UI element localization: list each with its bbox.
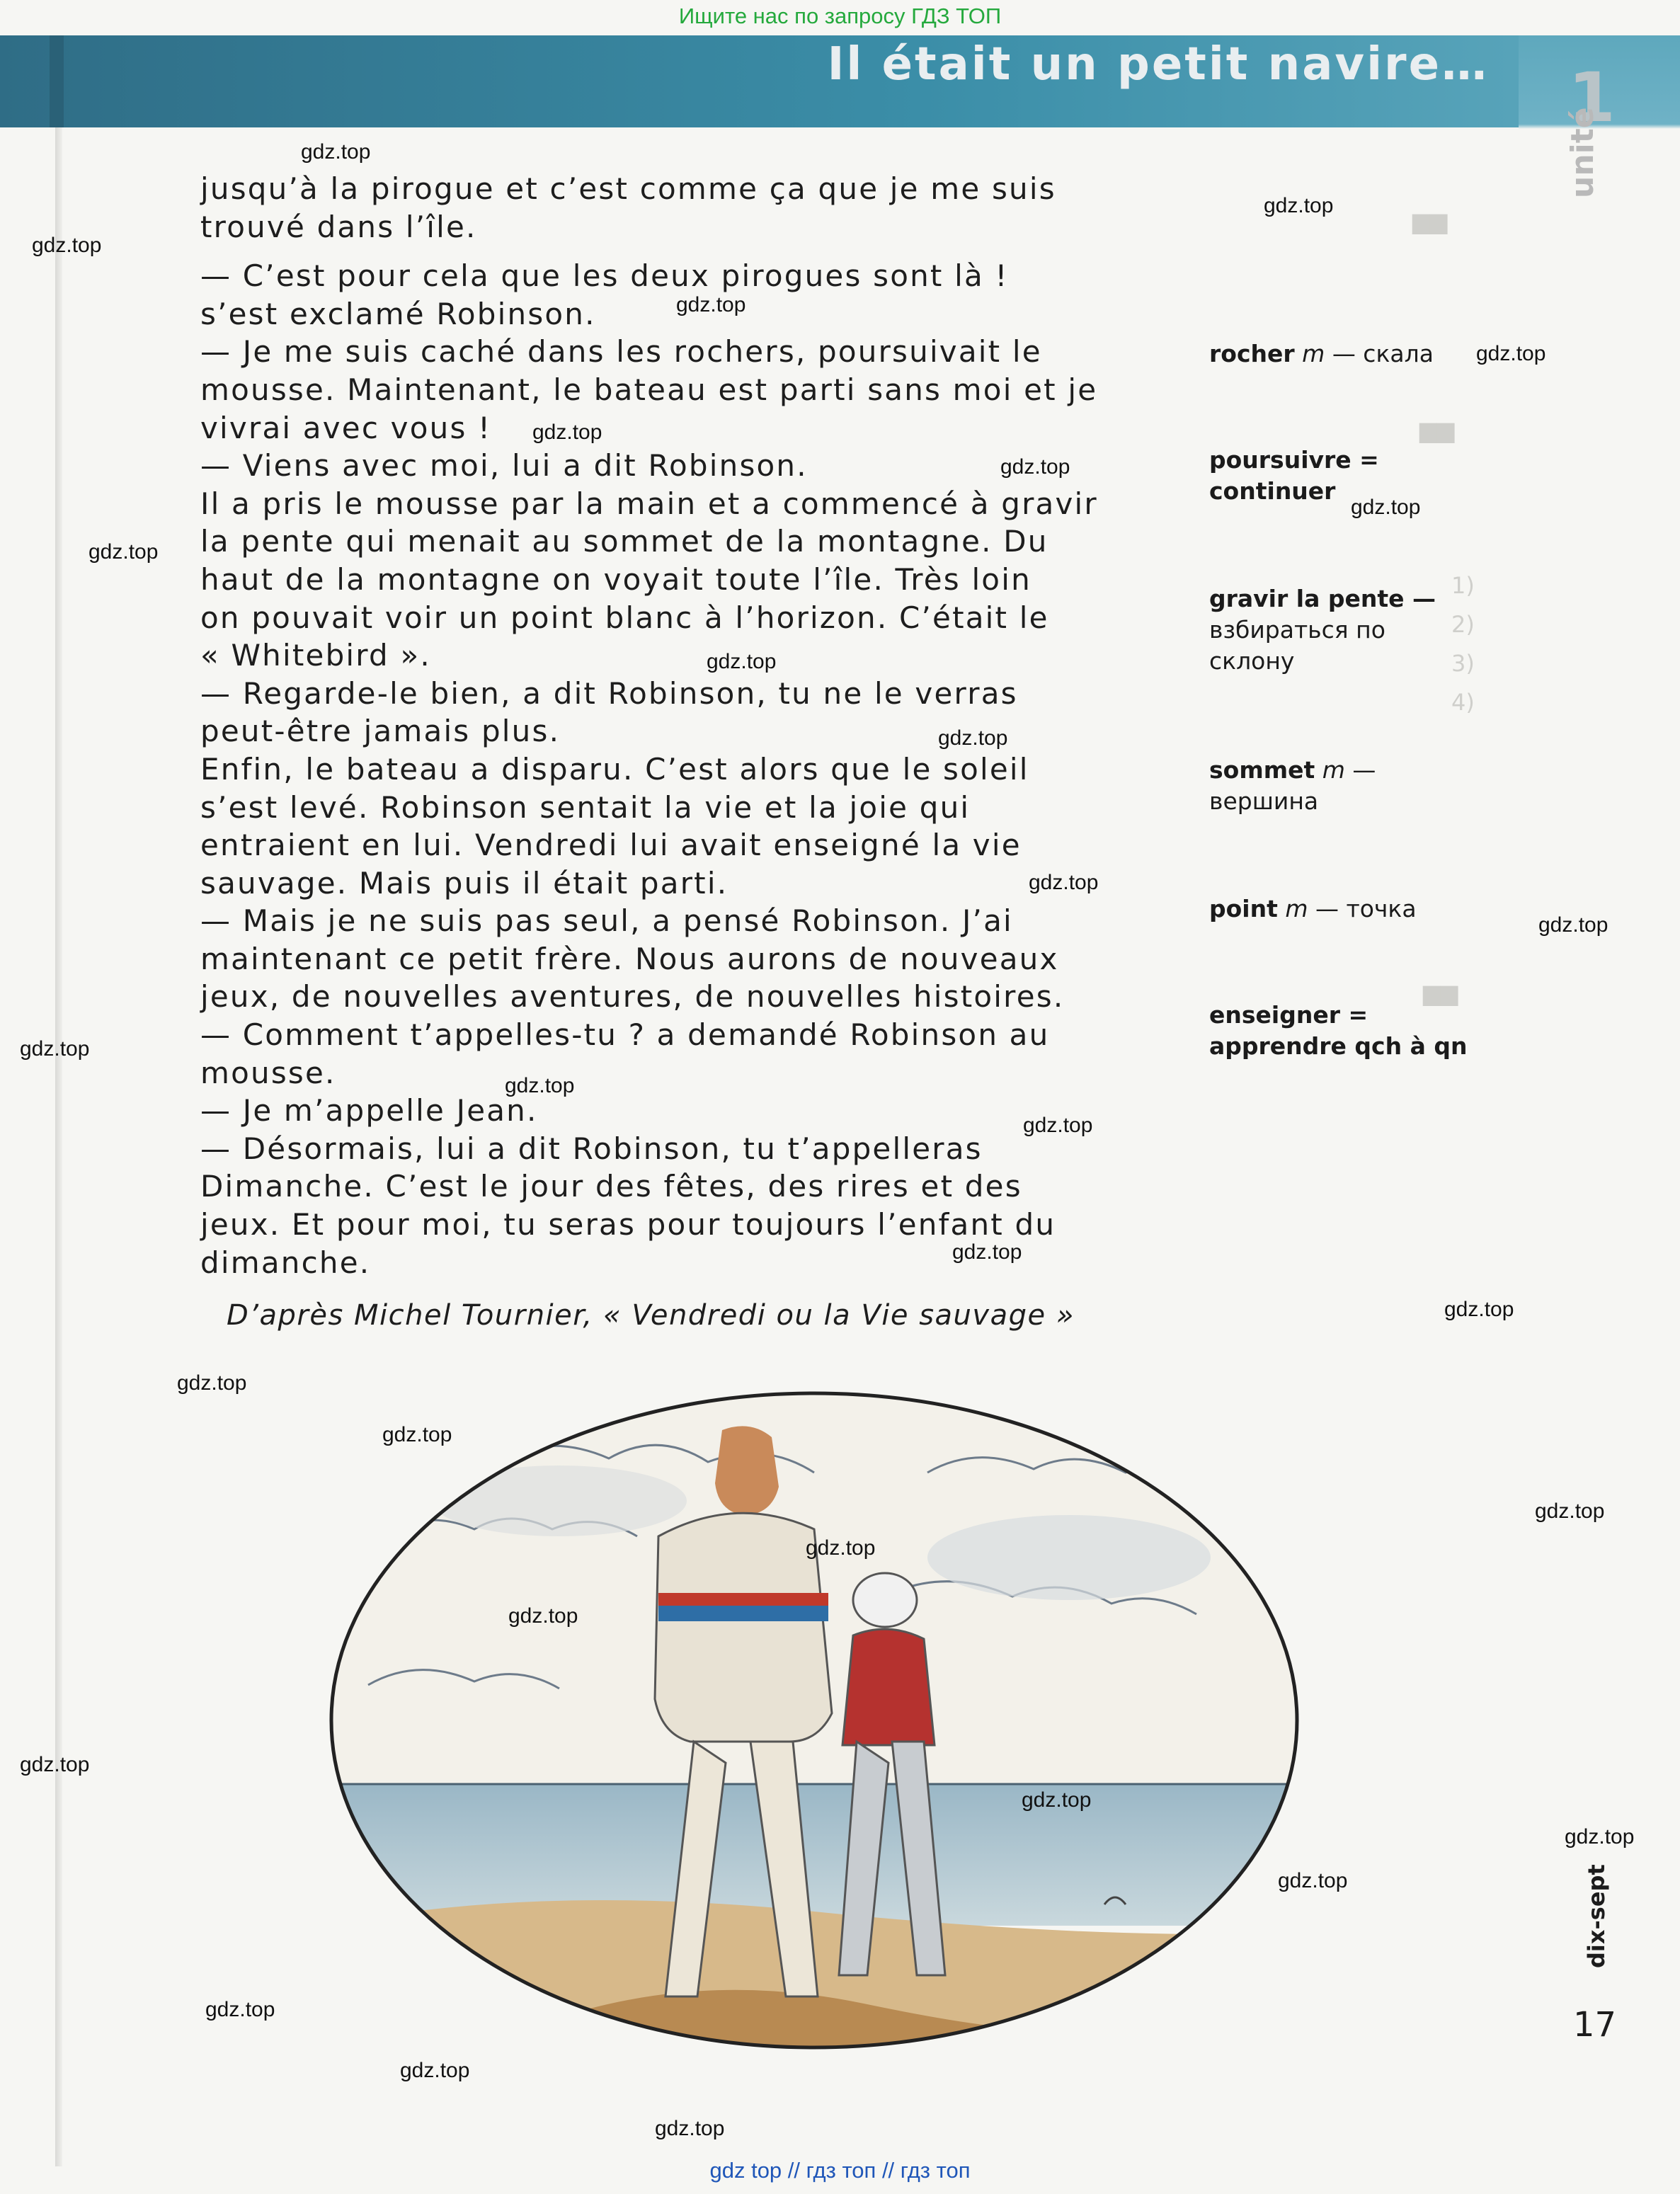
text-line: — Comment t’appelles-tu ? a demandé Robinson au (200, 1017, 1050, 1053)
glossary-definition: — точка (1315, 895, 1417, 922)
glossary-entry-enseigner (1209, 1000, 1507, 1062)
watermark: gdz.top (400, 2059, 470, 2082)
text-line: — Je me suis caché dans les rochers, poursuivait le (200, 334, 1042, 370)
watermark: gdz.top (655, 2117, 725, 2140)
watermark: gdz.top (1029, 871, 1099, 894)
text-line: « Whitebird ». (200, 638, 431, 673)
text-line: s’est levé. Robinson sentait la vie et la joie qui (200, 789, 971, 825)
watermark: gdz.top (1000, 455, 1070, 479)
text-line: entraient en lui. Vendredi lui avait enseigné la vie (200, 828, 1022, 863)
watermark: gdz.top (1351, 496, 1421, 519)
bleed-through-mark: 4) (1451, 689, 1475, 716)
watermark: gdz.top (177, 1371, 247, 1395)
glossary-term: enseigner = (1209, 1001, 1368, 1029)
watermark: gdz.top (938, 726, 1008, 750)
glossary-entry-sommet (1209, 755, 1443, 817)
text-line: — Regarde-le bien, a dit Robinson, tu ne le verras (200, 675, 1018, 711)
glossary-definition: apprendre qch à qn (1209, 1032, 1468, 1060)
watermark: gdz.top (1535, 1499, 1605, 1523)
watermark: gdz.top (301, 140, 371, 164)
text-line: peut-être jamais plus. (200, 714, 561, 749)
watermark: gdz.top (1476, 342, 1546, 365)
text-line: trouvé dans l’île. (200, 209, 477, 244)
glossary-term: poursuivre = (1209, 446, 1379, 474)
bleed-through-mark: ▆▆ (1419, 416, 1455, 443)
watermark: gdz.top (508, 1604, 578, 1628)
watermark: gdz.top (20, 1753, 90, 1776)
robinson-and-boy-illustration (326, 1388, 1303, 2053)
text-line: mousse. Maintenant, le bateau est parti sans moi et je (200, 372, 1098, 407)
chapter-title: Il était un petit navire… (827, 38, 1489, 91)
bleed-through-mark: 3) (1451, 650, 1475, 677)
glossary-term: rocher (1209, 340, 1295, 367)
glossary-definition: взбираться по склону (1209, 616, 1385, 675)
text-line: dimanche. (200, 1245, 371, 1280)
glossary-gender: m (1302, 340, 1325, 367)
glossary-term: sommet (1209, 756, 1315, 784)
watermark: gdz.top (1023, 1114, 1093, 1137)
text-line: — Viens avec moi, lui a dit Robinson. (200, 448, 808, 484)
text-line: s’est exclamé Robinson. (200, 296, 596, 331)
bleed-through-mark: ▆▆ (1423, 979, 1458, 1006)
glossary-definition: — вершина (1209, 756, 1376, 815)
text-line: Enfin, le bateau a disparu. C’est alors que le soleil (200, 751, 1029, 787)
text-line: sauvage. Mais puis il était parti. (200, 865, 728, 901)
sea (326, 1784, 1303, 1926)
watermark: gdz.top (32, 234, 102, 257)
glossary-entry-rocher (1209, 338, 1507, 370)
cloud (432, 1465, 687, 1536)
unit-label: unité (1565, 107, 1601, 198)
glossary-gender: m (1285, 895, 1308, 922)
watermark: gdz.top (1444, 1298, 1514, 1321)
text-line: Dimanche. C’est le jour des fêtes, des rires et des (200, 1169, 1022, 1204)
page-number-word: dix-sept (1583, 1864, 1610, 1968)
glossary-term: gravir la pente — (1209, 585, 1436, 612)
unit-number: 1 (1568, 58, 1616, 137)
text-line: jeux, de nouvelles aventures, de nouvelles histoires. (200, 979, 1065, 1015)
watermark: gdz.top (1022, 1788, 1092, 1812)
text-line: la pente qui menait au sommet de la montagne. Du (200, 524, 1048, 559)
watermark: gdz.top (1538, 913, 1608, 937)
watermark: gdz.top (1278, 1869, 1348, 1892)
watermark: gdz.top (952, 1240, 1022, 1264)
bleed-through-mark: ▆▆ (1412, 207, 1448, 234)
text-line: — Désormais, lui a dit Robinson, tu t’appelleras (200, 1131, 983, 1166)
text-line: Il a pris le mousse par la main et a commencé à gravir (200, 486, 1098, 521)
text-line: — Mais je ne suis pas seul, a pensé Robinson. J’ai (200, 903, 1013, 939)
watermark: gdz.top (382, 1423, 452, 1446)
text-line: haut de la montagne on voyait toute l’île. Très loin (200, 561, 1032, 597)
text-line: — Je m’appelle Jean. (200, 1093, 538, 1129)
bleed-through-mark: 1) (1451, 572, 1475, 599)
glossary-entry-gravir (1209, 583, 1464, 677)
text-line: vivrai avec vous ! (200, 410, 492, 445)
watermark: gdz.top (205, 1998, 275, 2021)
text-line: — C’est pour cela que les deux pirogues sont là ! (200, 258, 1009, 294)
page-number: 17 (1573, 2005, 1617, 2045)
watermark: gdz.top (707, 650, 777, 673)
glossary-definition: — скала (1332, 340, 1434, 367)
watermark: gdz.top (1264, 194, 1334, 217)
source-citation: D’après Michel Tournier, « Vendredi ou la Vie sauvage » (227, 1299, 1075, 1332)
watermark: gdz.top (1565, 1825, 1635, 1849)
text-line: jeux. Et pour moi, tu seras pour toujours l’enfant du (200, 1207, 1056, 1242)
text-line: on pouvait voir un point blanc à l’horizon. C’était le (200, 600, 1049, 635)
glossary-gender: m (1322, 756, 1345, 784)
text-line: jusqu’à la pirogue et c’est comme ça que je me suis (200, 171, 1056, 206)
watermark: gdz.top (532, 421, 602, 444)
watermark: gdz.top (88, 540, 159, 564)
page-binding-edge (55, 127, 62, 2166)
glossary-term: point (1209, 895, 1278, 922)
top-banner: Ищите нас по запросу ГДЗ ТОП (678, 4, 1002, 28)
text-line: maintenant ce petit frère. Nous aurons de nouveaux (200, 941, 1059, 976)
bottom-banner: gdz top // гдз топ // гдз топ (709, 2158, 971, 2183)
bleed-through-mark: 2) (1451, 611, 1475, 638)
watermark: gdz.top (806, 1536, 876, 1560)
watermark: gdz.top (20, 1037, 90, 1061)
cloud (927, 1515, 1211, 1600)
glossary-entry-point (1209, 893, 1507, 925)
glossary-definition: continuer (1209, 477, 1336, 505)
watermark: gdz.top (676, 293, 746, 316)
text-line: mousse. (200, 1055, 336, 1090)
watermark: gdz.top (505, 1074, 575, 1097)
